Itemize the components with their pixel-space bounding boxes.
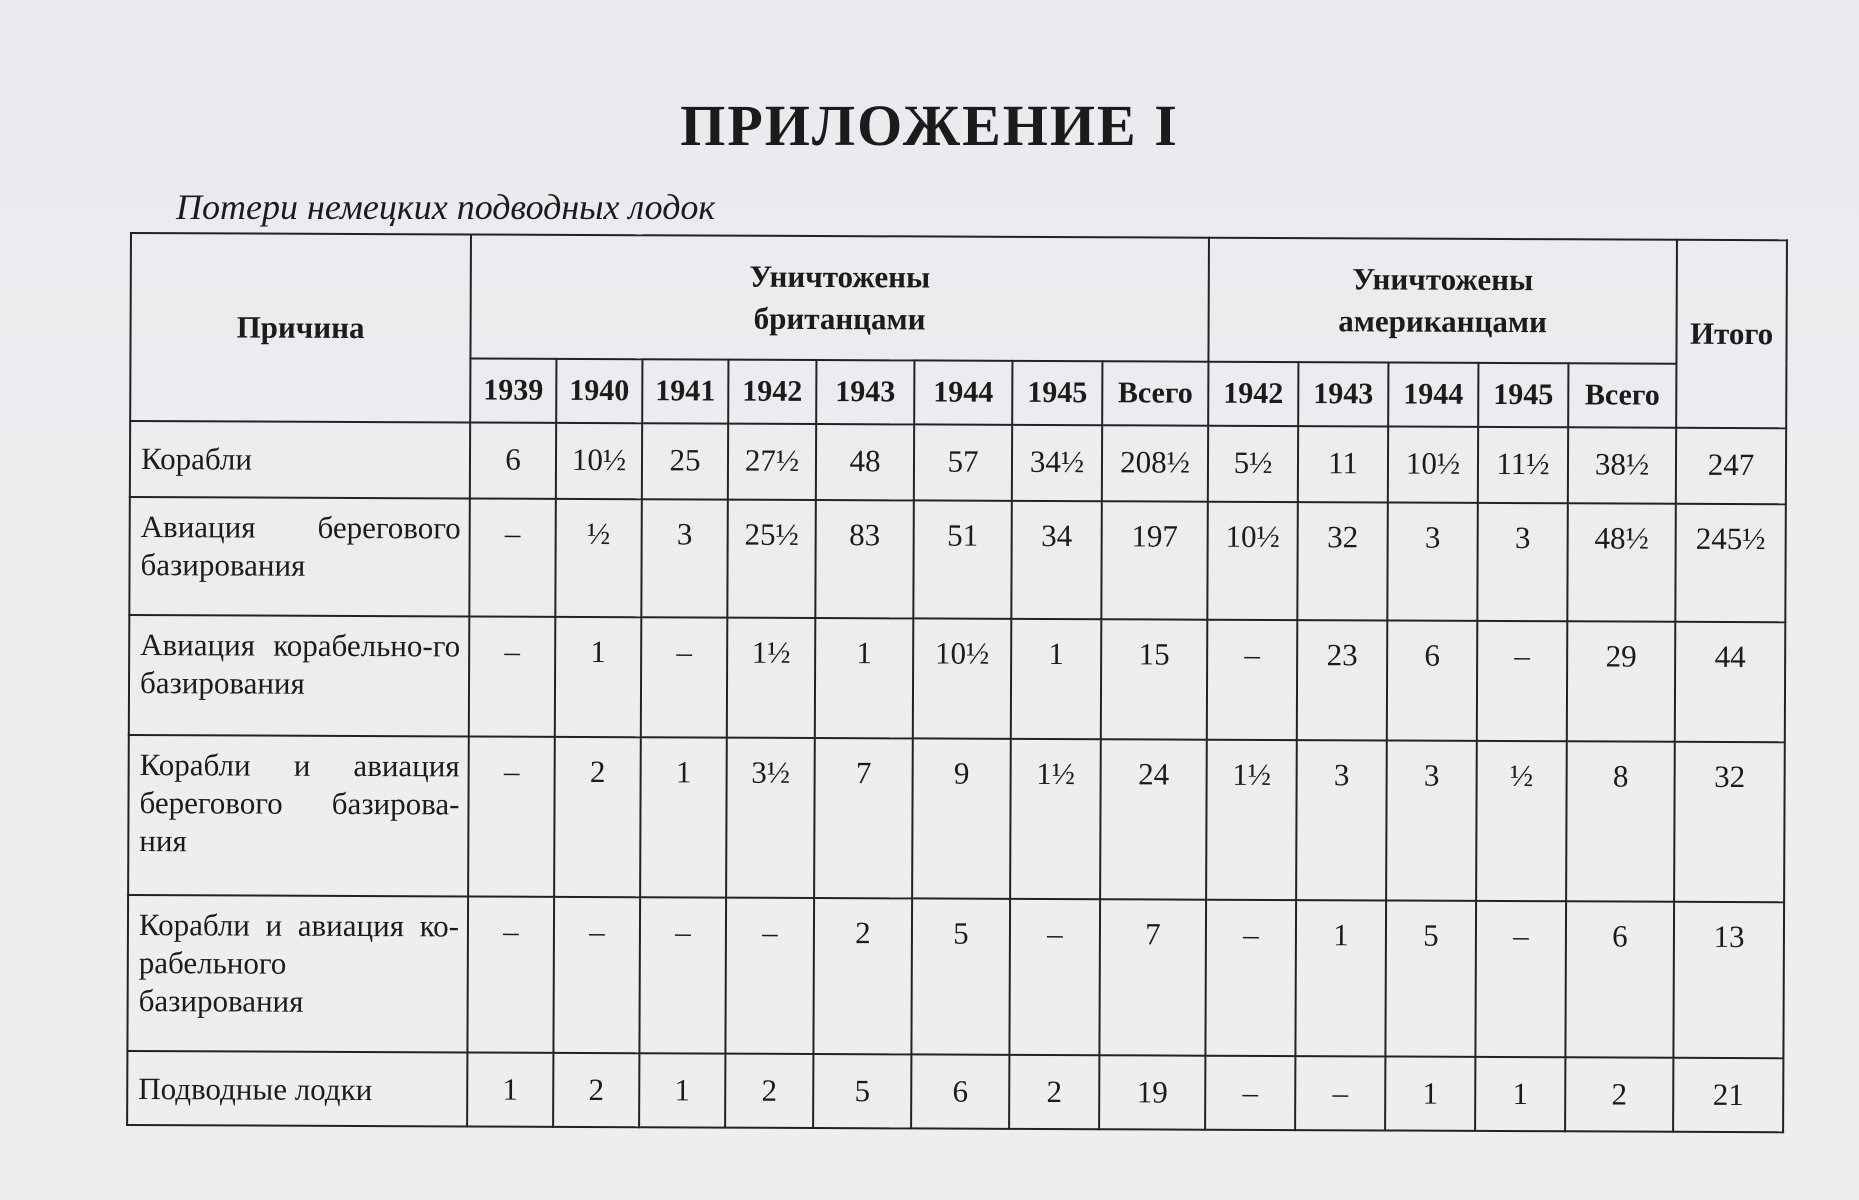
british-cell: – — [1009, 899, 1100, 1055]
british-total-cell: 208½ — [1102, 425, 1208, 501]
british-cell: – — [468, 736, 555, 896]
american-cell: – — [1295, 1056, 1385, 1130]
american-total-cell: 8 — [1566, 741, 1675, 901]
british-cell: – — [469, 616, 556, 736]
british-cell: – — [725, 898, 814, 1054]
row-reason: Корабли и авиация берегового базирова-ния — [128, 735, 469, 896]
british-total-cell: 15 — [1101, 619, 1208, 739]
american-total-cell: 6 — [1565, 901, 1674, 1057]
british-cell: 1 — [815, 618, 914, 738]
british-year-header: 1941 — [642, 359, 728, 423]
british-cell: 1½ — [1010, 739, 1101, 899]
american-cell: – — [1205, 900, 1296, 1056]
american-cell: 32 — [1297, 502, 1388, 620]
grand-total-cell: 13 — [1673, 902, 1784, 1058]
british-cell: 2 — [1009, 1055, 1099, 1129]
british-cell: – — [469, 498, 556, 616]
grand-total-cell: 32 — [1674, 742, 1785, 902]
british-cell: – — [639, 897, 726, 1053]
american-total-cell: 38½ — [1568, 427, 1676, 503]
page-title: ПРИЛОЖЕНИЕ I — [680, 93, 1179, 158]
british-cell: 2 — [725, 1054, 813, 1128]
british-year-header: 1944 — [914, 360, 1012, 424]
british-cell: 1 — [555, 617, 642, 737]
row-reason: Авиация корабельно-го базирования — [129, 615, 470, 736]
british-year-header: 1940 — [556, 359, 642, 423]
british-total-cell: 197 — [1101, 501, 1208, 619]
british-cell: 6 — [470, 422, 556, 498]
grand-total-cell: 21 — [1673, 1058, 1783, 1132]
british-cell: 7 — [814, 738, 913, 898]
american-total-cell: 48½ — [1567, 503, 1676, 621]
american-cell: 3 — [1387, 502, 1478, 620]
british-cell: 2 — [813, 898, 912, 1054]
british-year-header: 1943 — [816, 360, 914, 424]
american-cell: 1 — [1295, 900, 1386, 1056]
american-year-header: 1943 — [1298, 362, 1388, 426]
british-cell: 27½ — [728, 424, 816, 500]
british-group-header — [470, 234, 1209, 361]
american-cell: 3 — [1477, 503, 1568, 621]
american-year-header: 1945 — [1478, 363, 1568, 427]
american-cell: – — [1205, 1056, 1295, 1130]
british-cell: 5 — [911, 898, 1010, 1054]
uboat-losses-table — [126, 232, 1788, 1133]
british-cell: 2 — [553, 1053, 639, 1127]
american-group-header — [1208, 238, 1677, 364]
british-cell: 1 — [1011, 619, 1102, 739]
british-total-cell: 19 — [1099, 1055, 1205, 1129]
british-cell: 3½ — [726, 738, 815, 898]
table-row — [127, 895, 1784, 1058]
british-cell: 34½ — [1012, 425, 1102, 501]
row-reason: Авиация берегового базирования — [129, 497, 470, 616]
american-cell: 23 — [1297, 620, 1388, 740]
table-container — [126, 232, 1786, 1133]
grand-total-cell: 245½ — [1675, 504, 1786, 622]
british-cell: 2 — [554, 737, 641, 897]
american-total-cell: 29 — [1567, 621, 1676, 741]
british-cell: 3 — [641, 499, 728, 617]
american-cell: 3 — [1386, 740, 1477, 900]
british-cell: 25 — [642, 423, 728, 499]
british-cell: 57 — [914, 424, 1012, 500]
american-cell: 5 — [1385, 900, 1476, 1056]
british-cell: 1 — [639, 1053, 725, 1127]
british-cell: 5 — [813, 1054, 911, 1128]
british-total-cell: 7 — [1099, 899, 1206, 1055]
american-year-header: 1944 — [1388, 362, 1478, 426]
british-cell: 83 — [815, 500, 914, 618]
british-cell: 34 — [1011, 501, 1102, 619]
american-group-label: Уничтожены американцами — [1338, 261, 1547, 340]
british-cell: 48 — [816, 424, 914, 500]
american-cell: – — [1207, 620, 1298, 740]
row-reason: Корабли — [130, 421, 470, 498]
british-cell: 25½ — [727, 500, 816, 618]
british-cell: 1½ — [727, 618, 816, 738]
american-cell: 5½ — [1208, 426, 1298, 502]
british-cell: 10½ — [556, 423, 642, 499]
table-row — [127, 1051, 1783, 1132]
total-header: Итого — [1676, 240, 1787, 428]
british-cell: 1 — [640, 737, 727, 897]
row-reason: Подводные лодки — [127, 1051, 467, 1126]
british-cell: – — [641, 617, 728, 737]
american-cell: 10½ — [1388, 426, 1478, 502]
table-row — [129, 497, 1786, 622]
british-cell: – — [553, 897, 640, 1053]
reason-header: Причина — [130, 233, 471, 422]
table-row — [130, 421, 1786, 504]
british-group-label: Уничтожены британцами — [749, 258, 931, 337]
american-cell: 1½ — [1206, 740, 1297, 900]
table-caption: Потери немецких подводных лодок — [176, 187, 716, 227]
british-cell: 9 — [912, 738, 1011, 898]
table-row — [129, 615, 1786, 742]
american-total-header: Всего — [1568, 363, 1676, 427]
british-year-header: 1945 — [1012, 361, 1102, 425]
british-total-header: Всего — [1102, 361, 1208, 425]
british-cell: 10½ — [913, 618, 1012, 738]
american-cell: 11 — [1298, 426, 1388, 502]
grand-total-cell: 247 — [1676, 428, 1786, 504]
american-cell: – — [1477, 621, 1568, 741]
american-cell: 1 — [1475, 1057, 1565, 1131]
american-cell: 11½ — [1478, 427, 1568, 503]
british-cell: 1 — [467, 1052, 553, 1126]
british-cell: ½ — [555, 499, 642, 617]
american-cell: – — [1475, 901, 1566, 1057]
british-year-header: 1939 — [470, 358, 556, 422]
grand-total-cell: 44 — [1675, 622, 1786, 742]
british-cell: 51 — [913, 500, 1012, 618]
american-cell: 1 — [1385, 1056, 1475, 1130]
british-total-cell: 24 — [1100, 739, 1207, 899]
american-cell: ½ — [1476, 741, 1567, 901]
american-year-header: 1942 — [1208, 362, 1298, 426]
american-cell: 3 — [1296, 740, 1387, 900]
american-cell: 6 — [1387, 620, 1478, 740]
british-year-header: 1942 — [728, 360, 816, 424]
british-cell: – — [467, 896, 554, 1052]
row-reason: Корабли и авиация ко-рабельного базирования — [127, 895, 468, 1052]
table-row — [128, 735, 1785, 902]
american-total-cell: 2 — [1565, 1057, 1673, 1131]
american-cell: 10½ — [1207, 502, 1298, 620]
british-cell: 6 — [911, 1054, 1009, 1128]
